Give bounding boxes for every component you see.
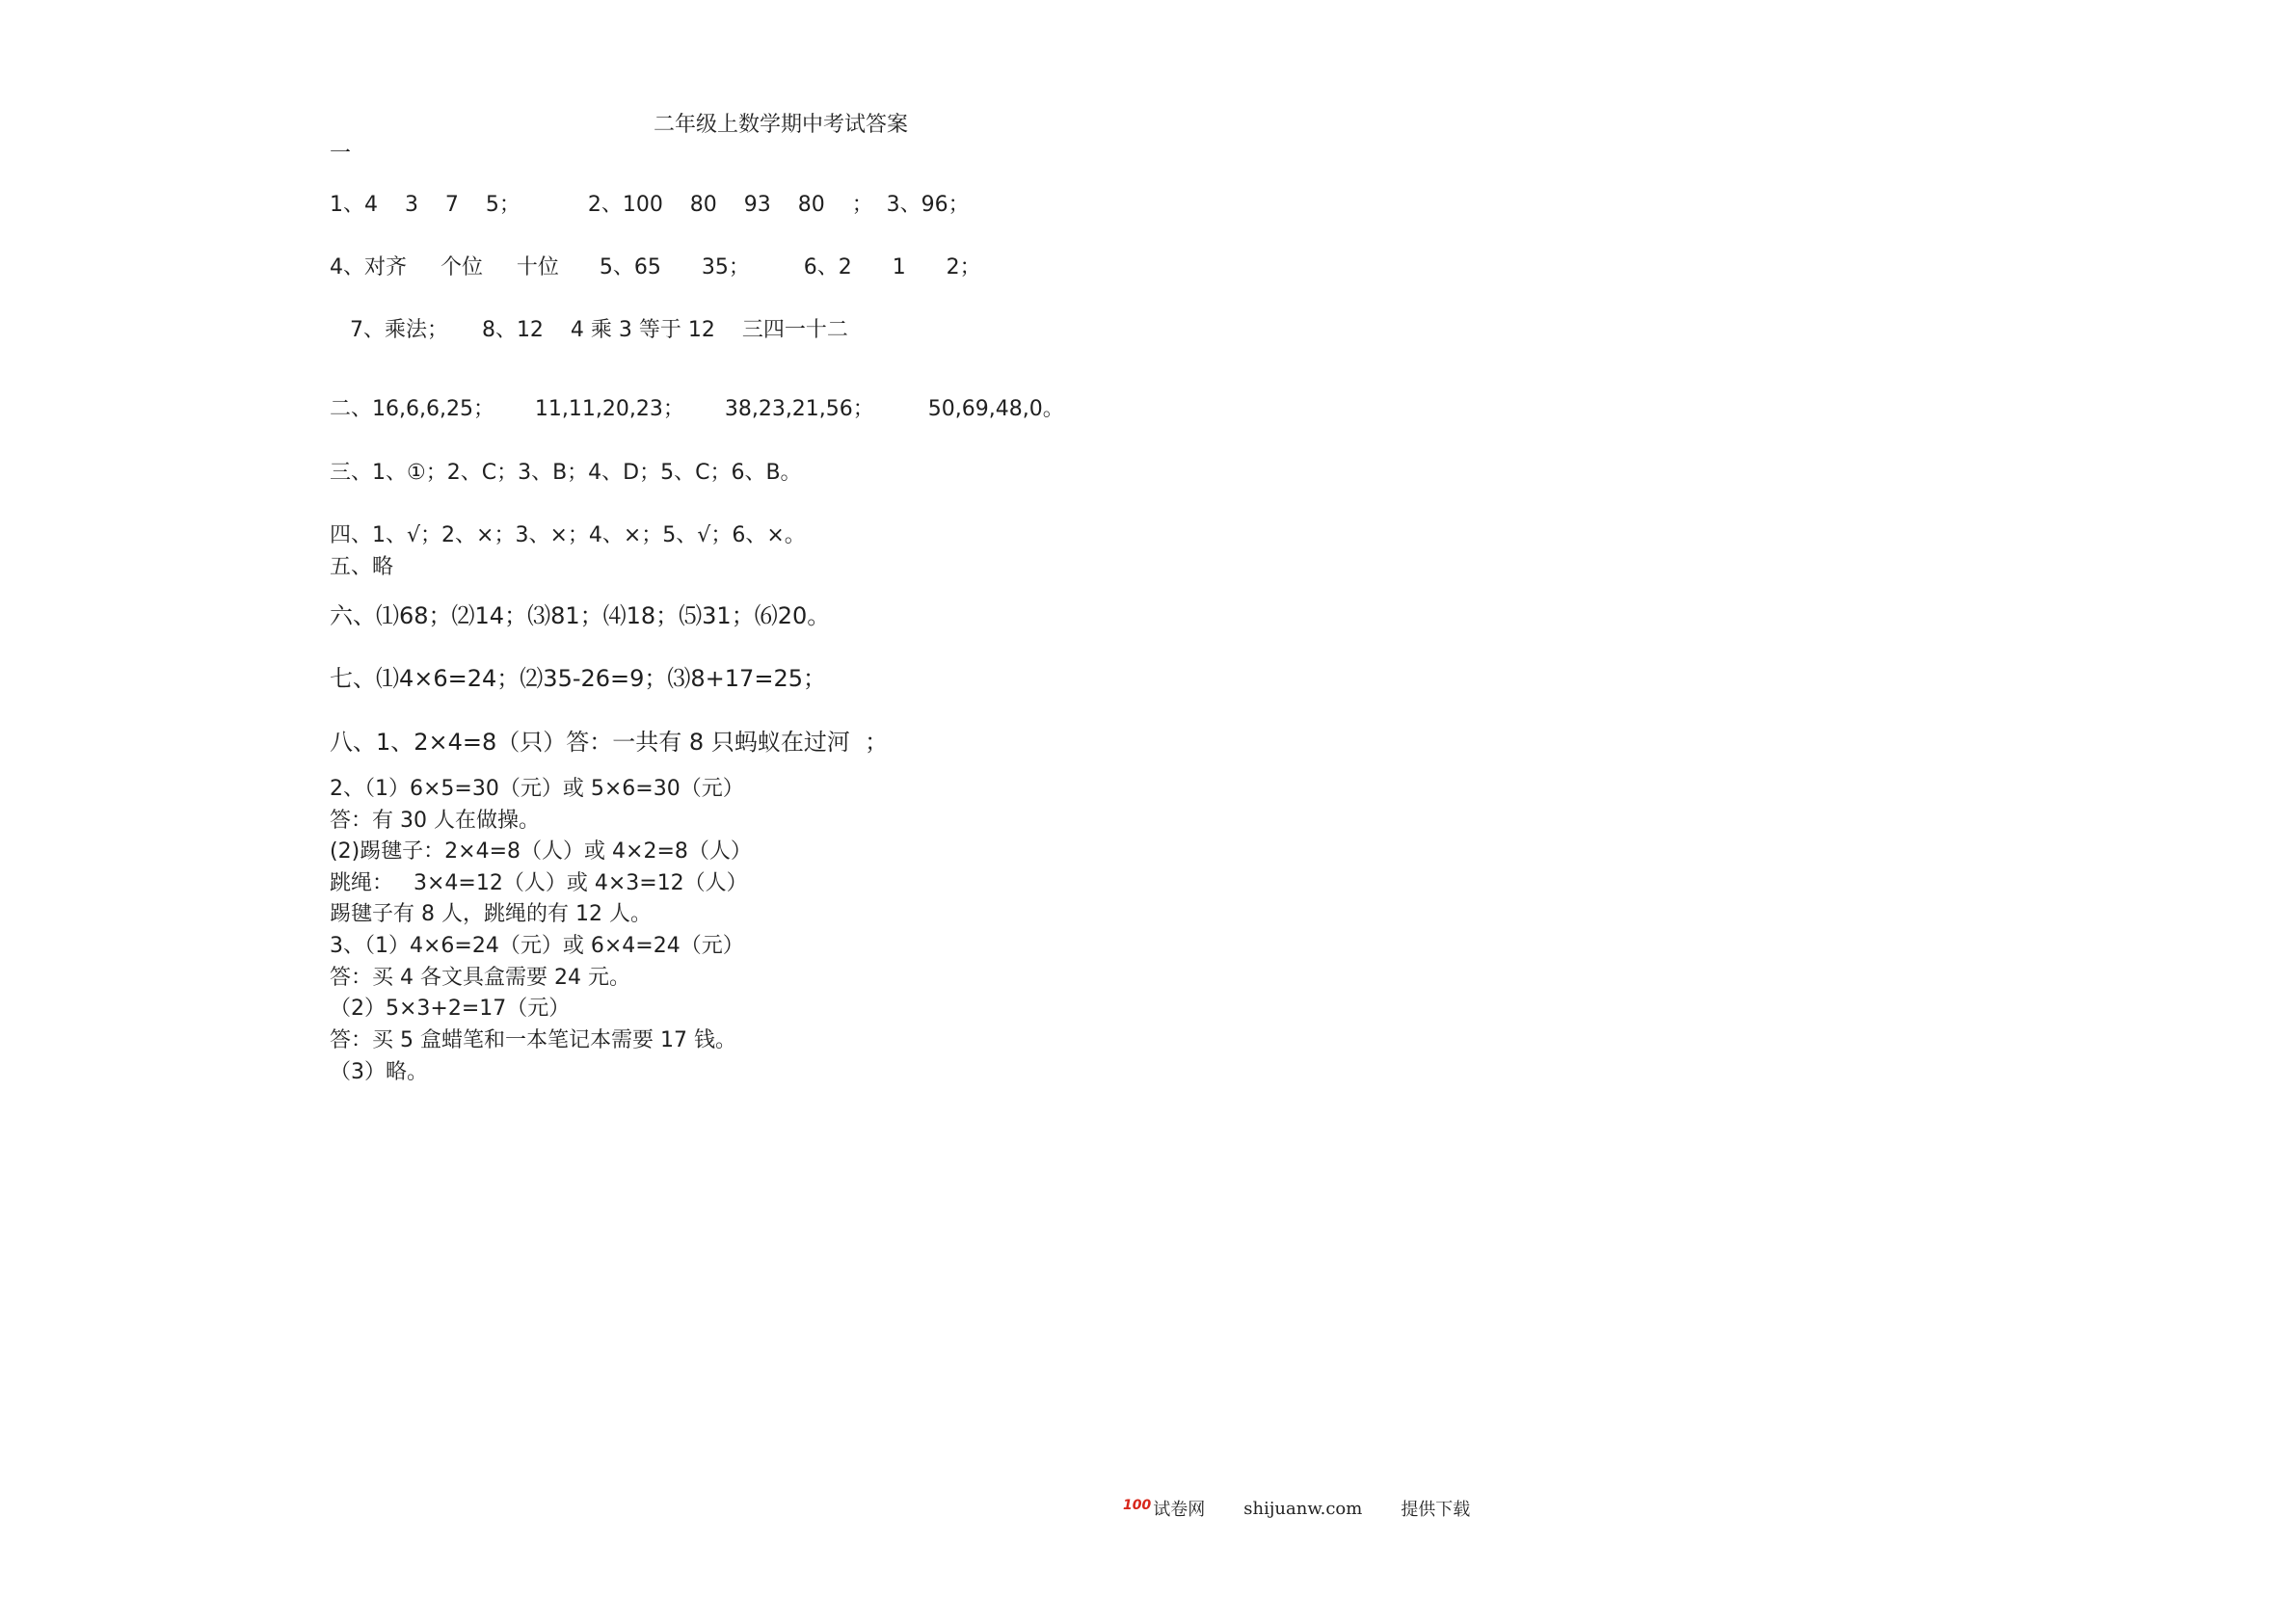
site-logo: 100 bbox=[1123, 1498, 1152, 1513]
section-8-answer-3-reply: 答：买 4 各文具盒需要 24 元。 bbox=[330, 966, 630, 990]
footer-site-name: 试卷网 bbox=[1153, 1500, 1206, 1520]
section-3-answers: 三、1、①；2、C；3、B；4、D；5、C；6、B。 bbox=[330, 461, 802, 485]
section-2-answers: 二、16,6,6,25； 11,11,20,23； 38,23,21,56； 50,69,48,0。 bbox=[330, 397, 1064, 421]
section-8-answer-1: 八、1、2×4=8（只）答：一共有 8 只蚂蚁在过河 ； bbox=[330, 729, 889, 756]
section-8-answer-3-part-2: （2）5×3+2=17（元） bbox=[330, 997, 571, 1021]
answer-line-2: 4、对齐 个位 十位 5、65 35； 6、2 1 2； bbox=[330, 255, 981, 279]
section-8-answer-3: 3、（1）4×6=24（元）或 6×4=24（元） bbox=[330, 934, 744, 958]
footer-url[interactable]: shijuanw.com bbox=[1243, 1498, 1363, 1519]
footer-note: 提供下载 bbox=[1401, 1500, 1471, 1520]
section-8-answer-3-part-2-reply: 答：买 5 盒蜡笔和一本笔记本需要 17 钱。 bbox=[330, 1028, 736, 1052]
section-1-heading: 一 bbox=[330, 142, 352, 166]
section-4-answers: 四、1、√；2、×；3、×；4、×；5、√；6、×。 bbox=[330, 523, 806, 547]
section-8-answer-2-part-2: (2)踢毽子：2×4=8（人）或 4×2=8（人） bbox=[330, 839, 752, 864]
section-8-answer-2-reply: 答：有 30 人在做操。 bbox=[330, 809, 540, 833]
section-8-answer-2: 2、（1）6×5=30（元）或 5×6=30（元） bbox=[330, 777, 744, 801]
section-8-answer-3-part-3: （3）略。 bbox=[330, 1060, 428, 1084]
answer-line-3: 7、乘法； 8、12 4 乘 3 等于 12 三四一十二 bbox=[330, 318, 848, 342]
section-8-answer-2-summary: 踢毽子有 8 人，跳绳的有 12 人。 bbox=[330, 902, 652, 926]
section-6-answers: 六、⑴68；⑵14；⑶81；⑷18；⑸31；⑹20。 bbox=[330, 602, 831, 629]
page-title: 二年级上数学期中考试答案 bbox=[654, 113, 909, 137]
answer-line-1: 1、4 3 7 5； 2、100 80 93 80 ； 3、96； bbox=[330, 193, 970, 217]
section-5-answers: 五、略 bbox=[330, 555, 394, 579]
section-7-answers: 七、⑴4×6=24；⑵35-26=9；⑶8+17=25； bbox=[330, 665, 826, 692]
footer bbox=[1123, 1494, 1470, 1523]
section-8-answer-2-jump-rope: 跳绳： 3×4=12（人）或 4×3=12（人） bbox=[330, 871, 748, 895]
